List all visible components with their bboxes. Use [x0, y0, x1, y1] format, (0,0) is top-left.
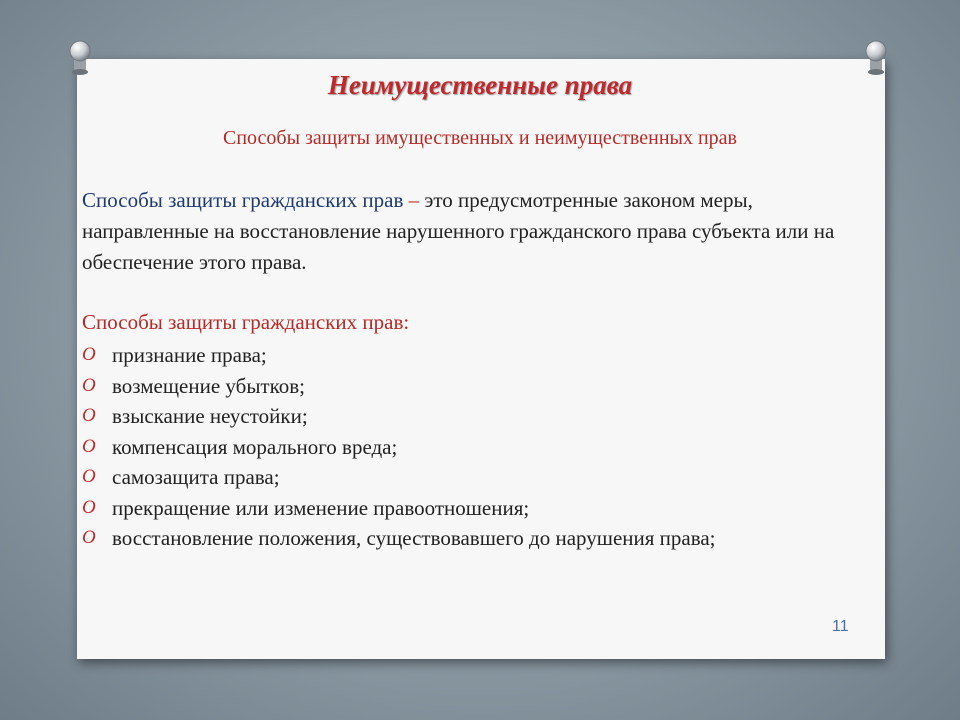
bullet-icon: O: [82, 405, 96, 426]
methods-list: [82, 340, 857, 554]
list-item: [82, 432, 857, 463]
definition-dash: –: [403, 188, 425, 212]
list-item-text: взыскание неустойки;: [112, 404, 308, 428]
list-item: [82, 462, 857, 493]
bullet-icon: O: [82, 527, 96, 548]
list-item: [82, 493, 857, 524]
bullet-icon: O: [82, 496, 96, 518]
list-item-text: самозащита права;: [112, 465, 280, 489]
definition-text: это предусмотренные законом меры, направленные на восстановление нарушенного гражданского права субъекта или на обеспечение этого права.: [82, 188, 835, 274]
bullet-icon: O: [82, 435, 96, 457]
definition-paragraph: [82, 185, 862, 278]
bullet-icon: O: [82, 374, 96, 396]
list-item: [82, 401, 857, 432]
list-item: [82, 371, 857, 402]
list-item: [82, 340, 857, 371]
list-item-text: восстановление положения, существовавшего до нарушения права;: [112, 526, 716, 550]
list-item: [82, 523, 857, 554]
bullet-icon: O: [82, 466, 96, 487]
bullet-icon: O: [82, 344, 96, 365]
page-number: 11: [832, 618, 849, 635]
slide-title: Неимущественные права: [327, 70, 633, 100]
list-item-text: возмещение убытков;: [112, 373, 305, 398]
list-item-text: прекращение или изменение правоотношения;: [112, 495, 530, 520]
slide-subtitle: Способы защиты имущественных и неимущественных прав: [223, 127, 737, 149]
definition-term: Способы защиты гражданских прав: [82, 188, 404, 212]
methods-heading: Способы защиты гражданских прав:: [82, 310, 410, 334]
list-item-text: компенсация морального вреда;: [112, 434, 398, 459]
list-item-text: признание права;: [112, 343, 267, 367]
